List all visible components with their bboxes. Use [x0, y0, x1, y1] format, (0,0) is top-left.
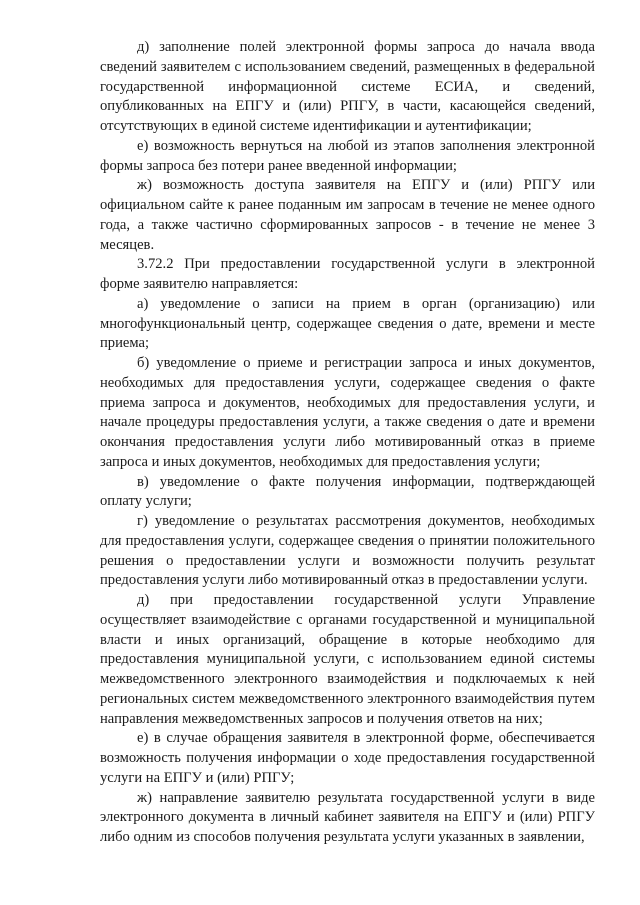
- paragraph-3-72-2: 3.72.2 При предоставлении государственной услуги в электронной форме заявителю направляется:: [100, 256, 595, 292]
- paragraph-zh-access-requests: ж) возможность доступа заявителя на ЕПГУ и (или) РПГУ или официальном сайте к ранее поданным им запросам в течение не менее одного года, а также частично сформированных запросов - в течение не менее 3 месяцев.: [100, 177, 595, 253]
- paragraph-b-receipt-notice: б) уведомление о приеме и регистрации запроса и иных документов, необходимых для предоставления услуги, содержащее сведения о факте приема запроса и документов, необходимых для предоставления услуги, и начале процедуры предоставления услуги, а также сведения о дате и времени окончания предоставления услуги либо мотивированный отказ в приеме запроса и иных документов, необходимых для предоставления услуги;: [100, 355, 595, 470]
- paragraph-v-payment-notice: в) уведомление о факте получения информации, подтверждающей оплату услуги;: [100, 473, 595, 510]
- paragraph-e-progress-info: е) в случае обращения заявителя в электронной форме, обеспечивается возможность получения информации о ходе предоставления государственной услуги на ЕПГУ и (или) РПГУ;: [100, 730, 595, 786]
- paragraph-d-interagency: д) при предоставлении государственной услуги Управление осуществляет взаимодействие с органами государственной и муниципальной власти и иных организаций, обращение в которые необходимо для предоставления муниципальной услуги, с использованием единой системы межведомственного электронного взаимодействия и подключаемых к ней региональных систем межведомственного электронного взаимодействия путем направления межведомственных запросов и получения ответов на них;: [100, 592, 595, 727]
- paragraph-d-form-prefill: д) заполнение полей электронной формы запроса до начала ввода сведений заявителем с использованием сведений, размещенных в федеральной государственной информационной системе ЕСИА, и сведений, опубликованных на ЕПГУ и (или) РПГУ, в части, касающейся сведений, отсутствующих в единой системе идентификации и аутентификации;: [100, 39, 595, 134]
- paragraph-e-return-step: е) возможность вернуться на любой из этапов заполнения электронной формы запроса без потери ранее введенной информации;: [100, 137, 595, 174]
- paragraph-zh-result-delivery: ж) направление заявителю результата государственной услуги в виде электронного документа в личный кабинет заявителя на ЕПГУ и (или) РПГУ либо одним из способов получения результата услуги указанных в заявлении,: [100, 789, 595, 845]
- paragraph-a-appointment-notice: а) уведомление о записи на прием в орган (организацию) или многофункциональный центр, содержащее сведения о дате, времени и месте приема;: [100, 295, 595, 352]
- document-body: [100, 38, 595, 848]
- paragraph-g-results-notice: г) уведомление о результатах рассмотрения документов, необходимых для предоставления услуги, содержащее сведения о принятии положительного решения о предоставлении услуги и возможности получить результат предоставления услуги либо мотивированный отказ в предоставлении услуги.: [100, 513, 595, 589]
